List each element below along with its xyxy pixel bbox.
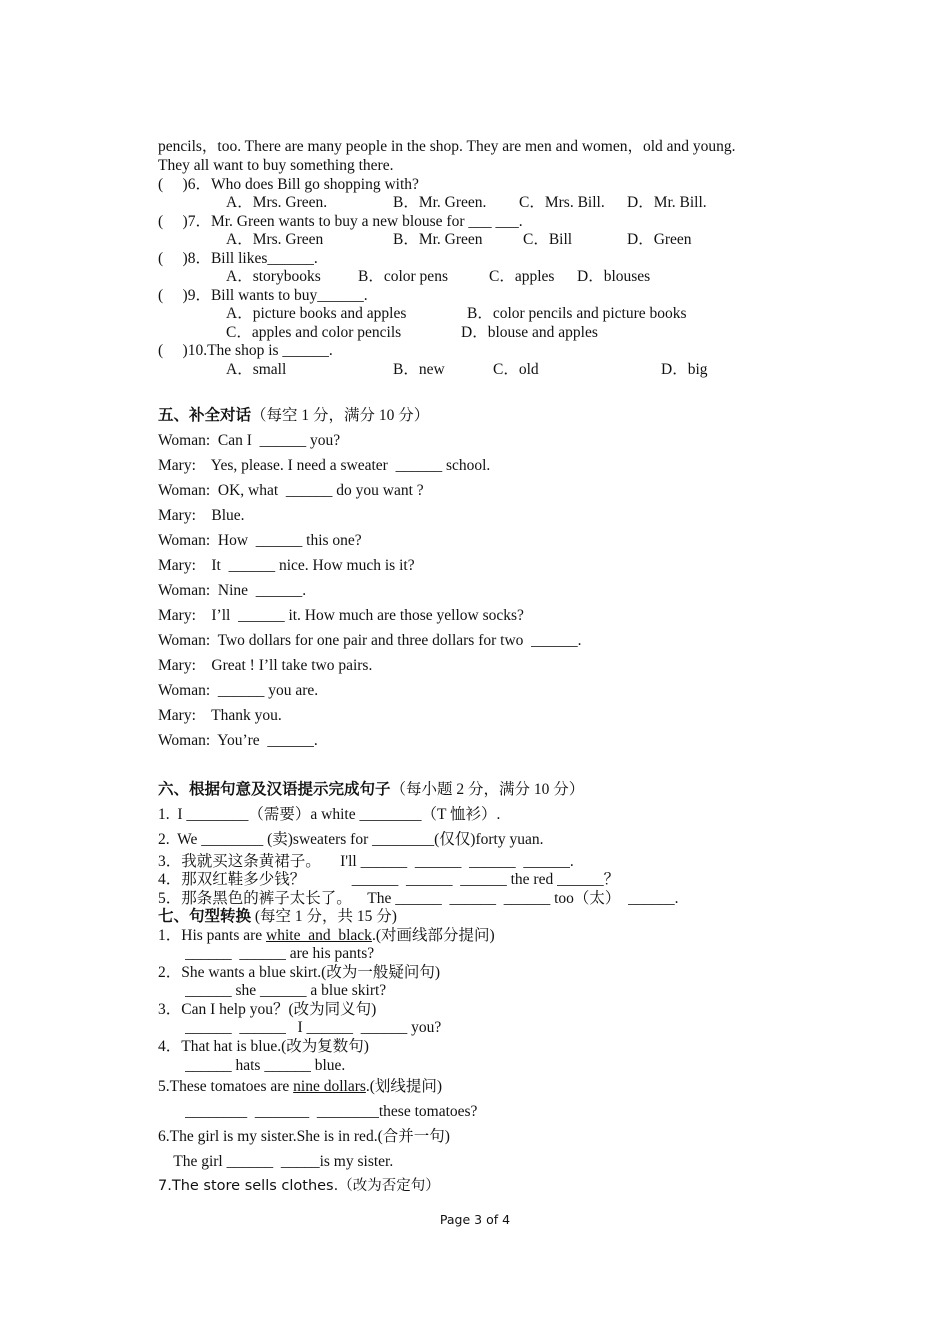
- question-7-stem: ( )7．Mr. Green wants to buy a new blouse for ___ ___.: [158, 213, 523, 230]
- question-8-stem: ( )8．Bill likes______.: [158, 250, 318, 267]
- dialogue-line: Mary: Yes, please. I need a sweater ______ school.: [158, 457, 491, 474]
- option: B．color pens: [358, 268, 448, 285]
- section-6-heading: [158, 780, 584, 799]
- dialogue-line: Woman: How ______ this one?: [158, 532, 362, 549]
- option: B．Mr. Green.: [393, 194, 487, 211]
- answer-line: ______ hats ______ blue.: [158, 1057, 346, 1074]
- section-5-title: 五、补全对话: [158, 407, 252, 424]
- exercise-line: 5.These tomatoes are nine dollars.(划线提问): [158, 1078, 443, 1095]
- passage-line: pencils，too. There are many people in the shop. They are men and women，old and young.: [158, 138, 736, 155]
- exercise-line: 2. We ________ (卖)sweaters for ________(仅仅)forty yuan.: [158, 831, 544, 848]
- section-7-heading: [158, 907, 397, 926]
- option: A．picture books and apples: [226, 305, 407, 322]
- option: C．old: [493, 361, 539, 378]
- option: D．big: [661, 361, 708, 378]
- exercise-line: 5．那条黑色的裤子太长了。 The ______ ______ ______ too（太） ______.: [158, 890, 679, 907]
- dialogue-line: Mary: It ______ nice. How much is it?: [158, 557, 415, 574]
- dialogue-line: Woman: OK, what ______ do you want ?: [158, 482, 424, 499]
- option: A．Mrs. Green: [226, 231, 324, 248]
- section-6-note: （每小题 2 分，满分 10 分）: [390, 781, 585, 798]
- exercise-line: 3．Can I help you？(改为同义句): [158, 1001, 377, 1018]
- dialogue-line: Mary: Blue.: [158, 507, 245, 524]
- dialogue-line: Mary: I’ll ______ it. How much are those yellow socks?: [158, 607, 524, 624]
- section-7-note: (每空 1 分，共 15 分): [251, 908, 397, 925]
- option: D．blouses: [577, 268, 651, 285]
- option: C．apples: [489, 268, 555, 285]
- option: B．color pencils and picture books: [467, 305, 687, 322]
- exercise-line: 7.The store sells clothes.（改为否定句）: [158, 1178, 440, 1194]
- option: D．Green: [627, 231, 692, 248]
- passage-line: They all want to buy something there.: [158, 157, 394, 174]
- exercise-line: 4．那双红鞋多少钱？ ______ ______ ______ the red ______？: [158, 871, 620, 888]
- option: A．Mrs. Green.: [226, 194, 328, 211]
- exercise-line: 3．我就买这条黄裙子。 I'll ______ ______ ______ ______.: [158, 853, 574, 870]
- option: C．apples and color pencils: [226, 324, 402, 341]
- exercise-line: 1. I ________（需要）a white ________（T 恤衫）.: [158, 806, 501, 823]
- question-6-stem: ( )6．Who does Bill go shopping with?: [158, 176, 419, 193]
- page-footer: Page 3 of 4: [439, 1212, 511, 1227]
- answer-line: ______ ______ I ______ ______ you?: [158, 1019, 442, 1036]
- answer-line: ______ ______ are his pants?: [158, 945, 375, 962]
- option: B．Mr. Green: [393, 231, 483, 248]
- section-6-title: 六、根据句意及汉语提示完成句子: [158, 781, 391, 798]
- dialogue-line: Woman: Can I ______ you?: [158, 432, 341, 449]
- option: B．new: [393, 361, 445, 378]
- section-5-heading: [158, 406, 429, 425]
- dialogue-line: Woman: ______ you are.: [158, 682, 319, 699]
- option: D．Mr. Bill.: [627, 194, 707, 211]
- question-9-stem: ( )9．Bill wants to buy______.: [158, 287, 368, 304]
- option: A．storybooks: [226, 268, 321, 285]
- answer-line: The girl ______ _____is my sister.: [158, 1153, 394, 1170]
- option: D．blouse and apples: [461, 324, 598, 341]
- exercise-line: 2．She wants a blue skirt.(改为一般疑问句): [158, 964, 440, 981]
- dialogue-line: Woman: You’re ______.: [158, 732, 318, 749]
- exercise-line: 1．His pants are white and black.(对画线部分提问): [158, 927, 495, 944]
- question-10-stem: ( )10.The shop is ______.: [158, 342, 333, 359]
- underlined-phrase: nine dollars: [293, 1078, 366, 1095]
- dialogue-line: Woman: Nine ______.: [158, 582, 307, 599]
- dialogue-line: Mary: Thank you.: [158, 707, 282, 724]
- option: A．small: [226, 361, 287, 378]
- underlined-phrase: white and black: [266, 927, 372, 944]
- exercise-line: 4．That hat is blue.(改为复数句): [158, 1038, 369, 1055]
- section-7-title: 七、句型转换: [158, 908, 252, 925]
- option: C．Bill: [523, 231, 573, 248]
- answer-line: ______ she ______ a blue skirt?: [158, 982, 387, 999]
- dialogue-line: Woman: Two dollars for one pair and three dollars for two ______.: [158, 632, 582, 649]
- answer-line: ________ _______ ________these tomatoes?: [158, 1103, 478, 1120]
- exercise-line: 6.The girl is my sister.She is in red.(合并一句): [158, 1128, 450, 1145]
- dialogue-line: Mary: Great ! I’ll take two pairs.: [158, 657, 373, 674]
- option: C．Mrs. Bill.: [519, 194, 605, 211]
- section-5-note: （每空 1 分，满分 10 分）: [251, 407, 430, 424]
